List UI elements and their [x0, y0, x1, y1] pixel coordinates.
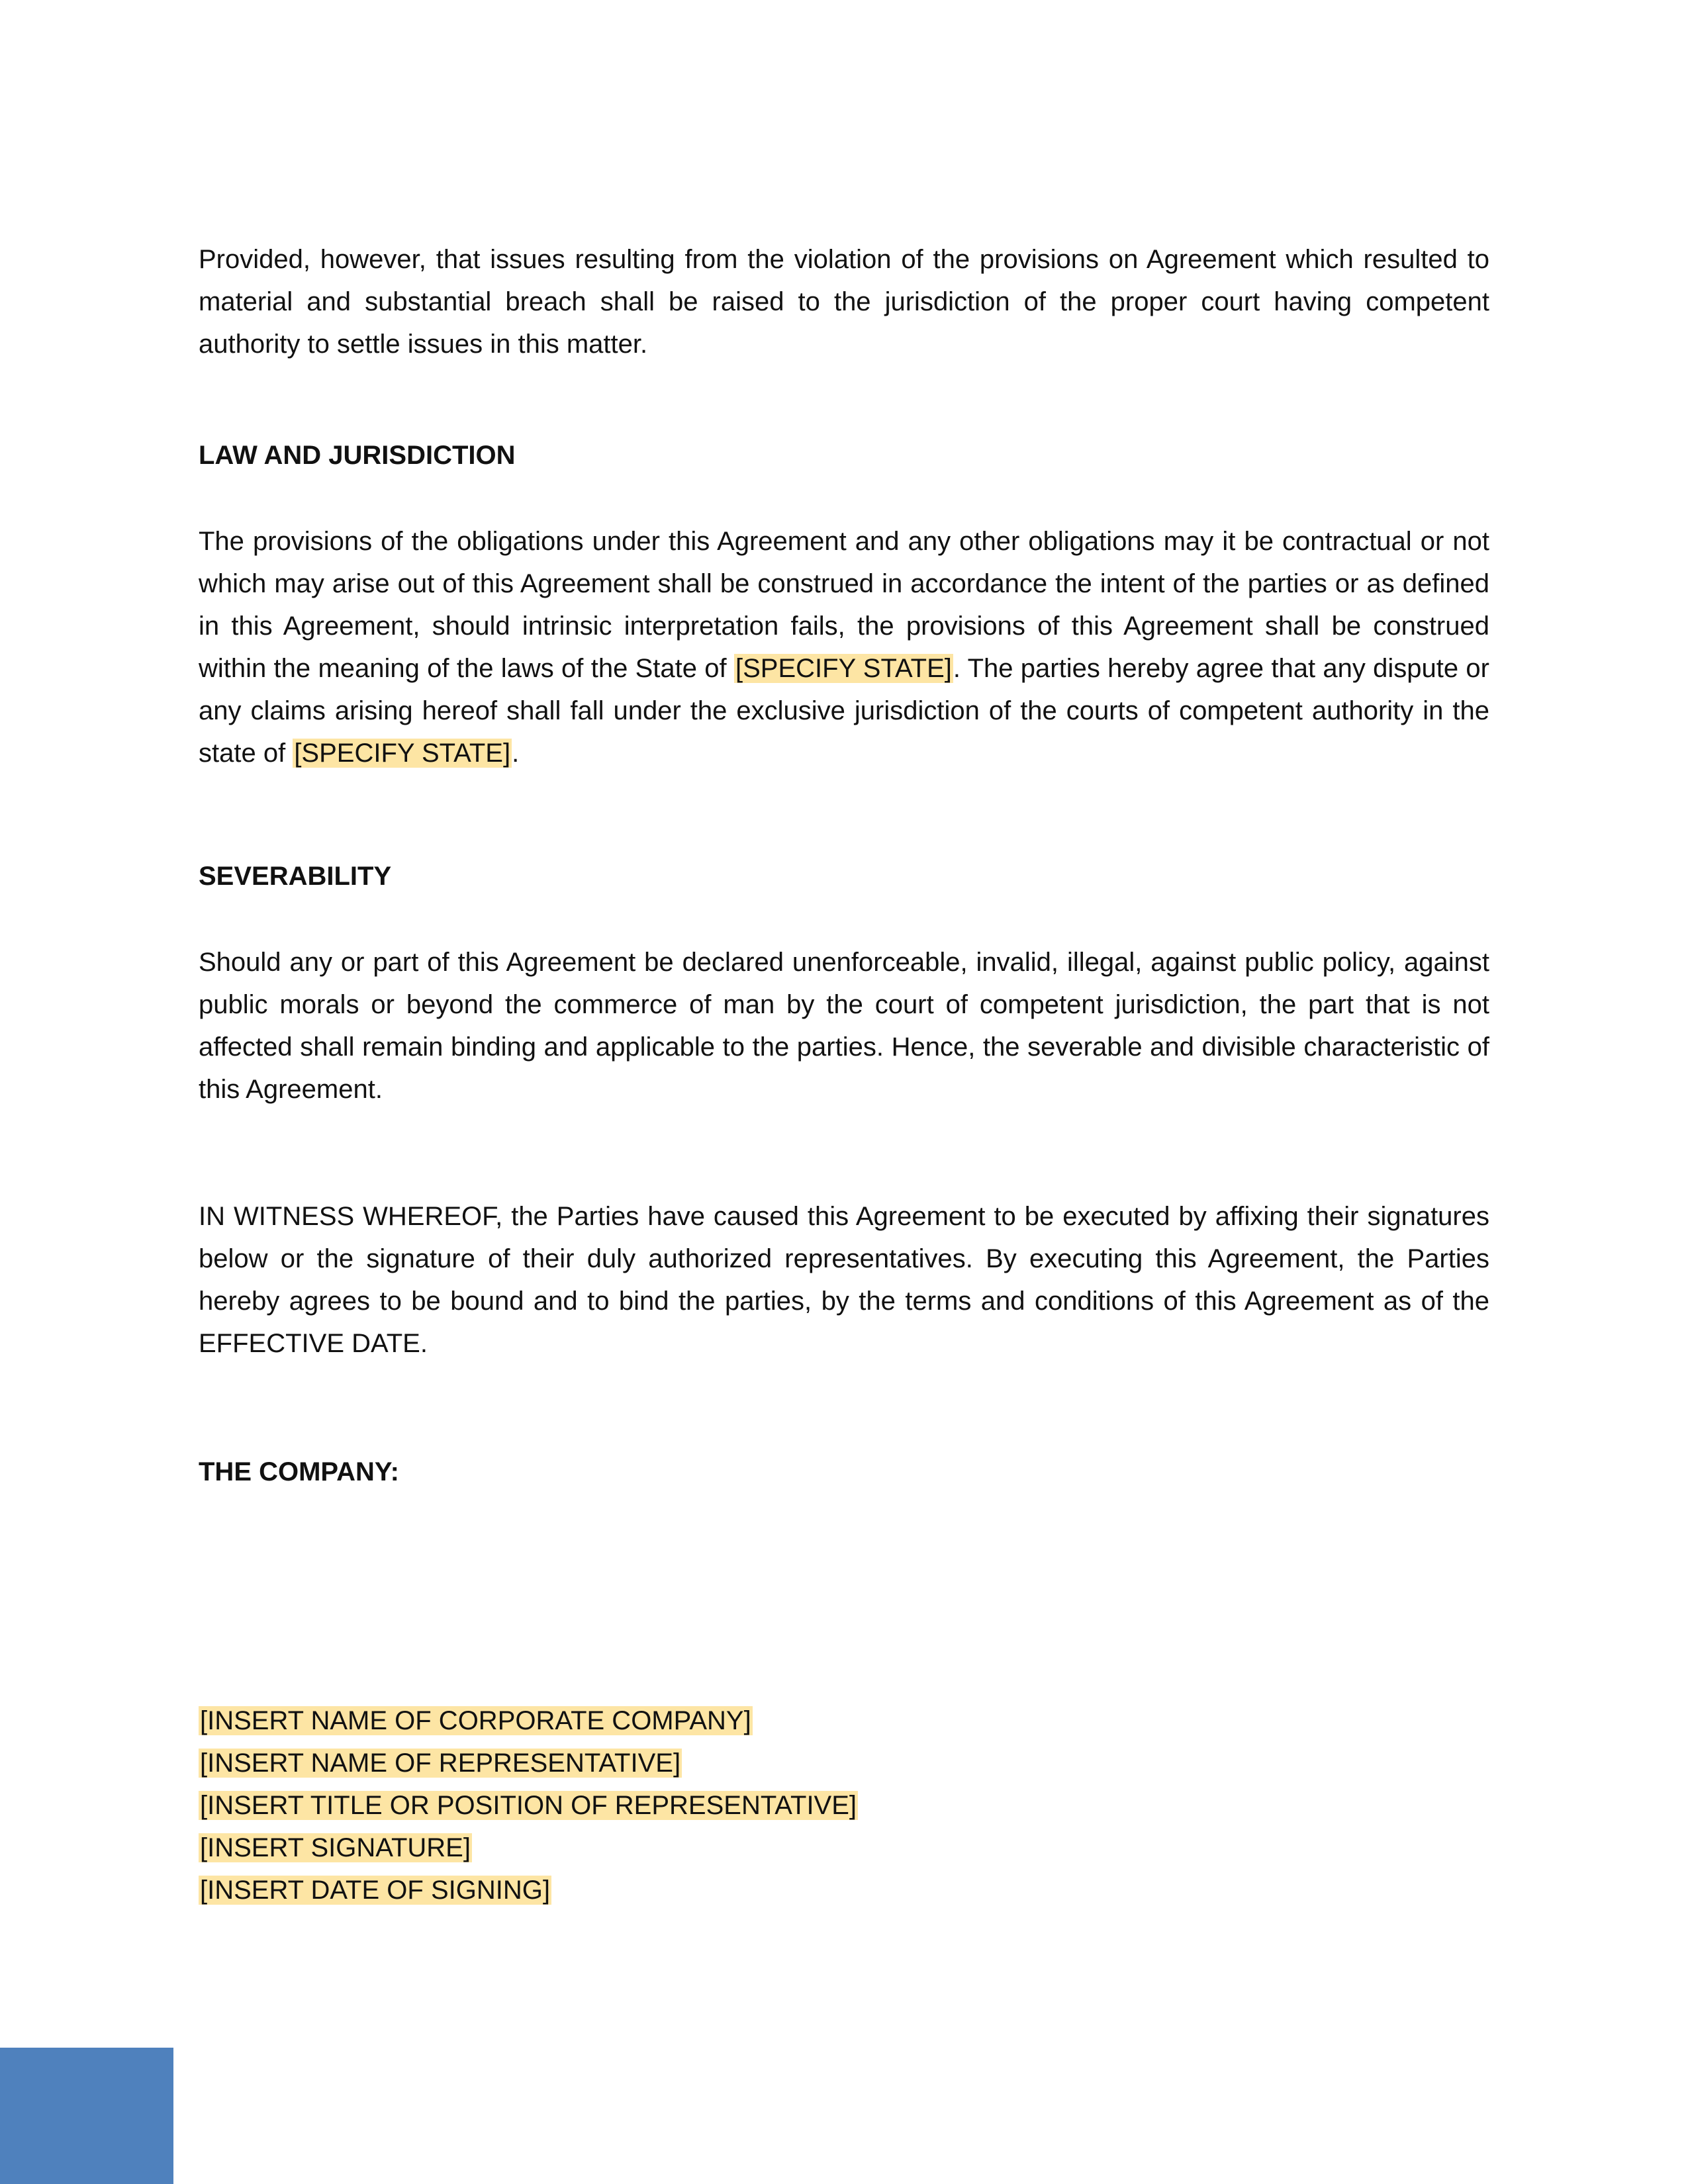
- severability-heading: SEVERABILITY: [199, 862, 392, 891]
- representative-name-placeholder: [INSERT NAME OF REPRESENTATIVE]: [200, 1749, 681, 1778]
- representative-title-line: [199, 1784, 1489, 1827]
- decorative-corner-block: [0, 2048, 173, 2184]
- signature-placeholder: [INSERT SIGNATURE]: [200, 1833, 471, 1862]
- date-of-signing-placeholder: [INSERT DATE OF SIGNING]: [200, 1876, 550, 1905]
- law-text-part-1: The provisions of the obligations under this Agreement and any other obligations may it be contractual or not which may arise out of this Agreement shall be construed in accordance the intent of the parties or as defined in this Agreement, should intrinsic interpretation fails, the provisions of this Agreement shall be construed within the meaning of the laws of the State of: [199, 527, 1489, 683]
- law-text-part-3: .: [512, 739, 520, 768]
- severability-paragraph: Should any or part of this Agreement be declared unenforceable, invalid, illegal, against public policy, against public morals or beyond the commerce of man by the court of competent jurisdiction, the part that is not affected shall remain binding and applicable to the parties. Hence, the severable and divisible characteristic of this Agreement.: [199, 948, 1489, 1104]
- signature-line: [199, 1827, 1489, 1869]
- law-jurisdiction-heading: LAW AND JURISDICTION: [199, 441, 516, 470]
- representative-name-line: [199, 1742, 1489, 1784]
- law-jurisdiction-paragraph: [199, 520, 1489, 774]
- intro-paragraph: Provided, however, that issues resulting from the violation of the provisions on Agreement which resulted to material and substantial breach shall be raised to the jurisdiction of the proper court having competent authority to settle issues in this matter.: [199, 245, 1489, 359]
- specify-state-placeholder-1: [SPECIFY STATE]: [735, 654, 952, 683]
- company-signature-block: [199, 1700, 1489, 1911]
- corporate-company-name-placeholder: [INSERT NAME OF CORPORATE COMPANY]: [200, 1706, 751, 1735]
- company-label: THE COMPANY:: [199, 1457, 399, 1486]
- witness-paragraph: IN WITNESS WHEREOF, the Parties have caused this Agreement to be executed by affixing their signatures below or the signature of their duly authorized representatives. By executing this Agreement, the Parties hereby agrees to be bound and to bind the parties, by the terms and conditions of this Agreement as of the EFFECTIVE DATE.: [199, 1202, 1489, 1358]
- specify-state-placeholder-2: [SPECIFY STATE]: [294, 739, 511, 768]
- document-body: [199, 238, 1489, 1911]
- corporate-company-name-line: [199, 1700, 1489, 1742]
- date-of-signing-line: [199, 1869, 1489, 1911]
- representative-title-placeholder: [INSERT TITLE OR POSITION OF REPRESENTATIVE]: [200, 1791, 857, 1820]
- law-text-part-2: . The parties hereby agree that any dispute or any claims arising hereof shall fall under the exclusive jurisdiction of the courts of competent authority in the state of: [199, 654, 1489, 768]
